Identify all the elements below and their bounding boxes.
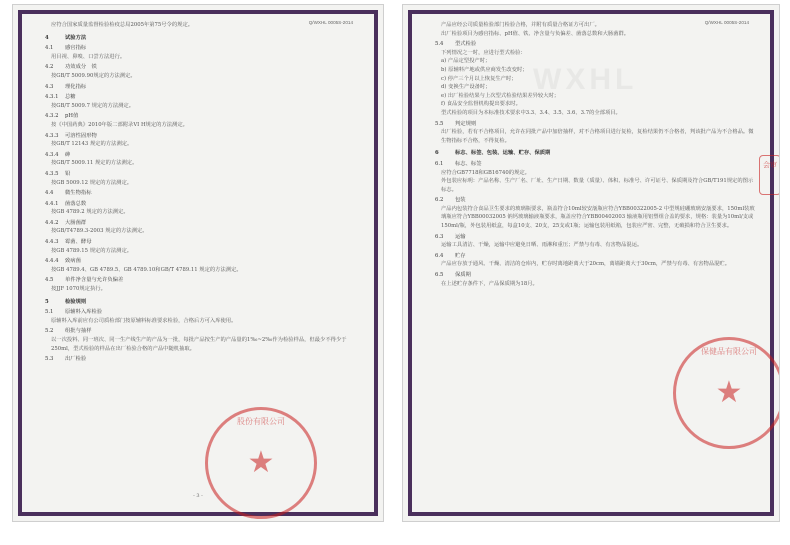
body-text-line: [45, 317, 361, 326]
clause-number: 5.5: [435, 120, 444, 127]
clause-number: 4.3.2: [45, 113, 59, 120]
clause-text: c) 停产三个月以上恢复生产时；: [441, 75, 517, 82]
body-text-line: [435, 109, 757, 118]
subsection-heading: [45, 238, 361, 247]
clause-number: 4.4.3: [45, 239, 59, 246]
clause-number: 6.2: [435, 197, 444, 204]
subsection-heading: [45, 112, 361, 121]
stamp-text: 股份有限公司: [237, 417, 285, 426]
body-text-line: [435, 92, 757, 101]
star-icon: ★: [715, 375, 743, 410]
subsection-heading: [45, 189, 361, 198]
clause-text: 出厂检验，若有不合格项目，允许在同批产品中加倍抽样，对不合格项目进行复检，复检结果仍不合格者，判该批产品为不合格品。微生物指标不合格，不得复检。: [441, 129, 754, 144]
subsection-heading: [45, 83, 361, 92]
clause-text: 出厂检验项目为感官指标、pH值、铁、净含量与负偏差、菌落总数和大肠菌群。: [441, 30, 630, 37]
clause-text: e) 出厂检验结果与上次型式检验结果差异较大时；: [441, 92, 560, 99]
subsection-heading: [45, 276, 361, 285]
clause-text: 以一次投料、同一班次、同一生产线生产的产品为一批，每批产品按生产的产品量的1‰~2‰作为检验样品，但最少不得少于250ml，型式检验的样品在出厂检验合格的产品中随机抽取。: [51, 337, 347, 352]
clause-text: 运输: [455, 233, 466, 240]
body-text-line: [45, 285, 361, 294]
subsection-heading: [45, 257, 361, 266]
clause-text: b) 原辅料产地或供应商发生改变时；: [441, 66, 528, 73]
clause-text: 致病菌: [65, 258, 81, 265]
clause-text: 运输工具清洁、干燥，运输中应避免日晒、雨淋和重压；严禁与有毒、有害物品混运。: [441, 242, 643, 249]
body-text-line: [45, 247, 361, 256]
clause-text: 包装: [455, 197, 466, 204]
clause-text: 单件净含量与允许负偏差: [65, 277, 124, 284]
clause-text: 微生物指标: [65, 190, 92, 197]
subsection-heading: [45, 151, 361, 160]
clause-text: 判定规则: [455, 120, 477, 127]
subsection-heading: [45, 93, 361, 102]
body-text-line: [435, 241, 757, 250]
clause-text: 按GB 4789.4、GB 4789.5、GB 4789.10和GB/T 4789.11 规定的方法测定。: [51, 266, 242, 273]
body-text-line: [435, 169, 757, 178]
clause-text: pH值: [65, 113, 79, 120]
body-text-line: [435, 205, 757, 231]
clause-number: 4.3.5: [45, 170, 59, 177]
clause-number: 6.3: [435, 233, 444, 240]
subsection-heading: [45, 200, 361, 209]
clause-number: 4.4: [45, 190, 54, 197]
clause-text: 外包装应标明：产品名称、生产厂名、厂址、生产日期、数量（质量）、体积、标准号、许可证号、保质期及符合GB/T191规定的图示标志。: [441, 178, 754, 193]
company-seal-stamp: [205, 407, 317, 519]
clause-number: 6.4: [435, 252, 444, 259]
body-text-line: [435, 30, 757, 39]
clause-number: 4.3: [45, 83, 54, 90]
clause-text: 贮存: [455, 252, 466, 259]
clause-number: 5.3: [45, 356, 54, 363]
clause-text: 原辅料入库前应有公司质检部门按原辅料标准要求检验，合格后方可入库使用。: [51, 317, 237, 324]
clause-number: 4.3.1: [45, 94, 59, 101]
clause-text: 标志、标签、包装、运输、贮存、保质期: [455, 150, 551, 157]
body-text-line: [45, 179, 361, 188]
body-text-line: [435, 128, 757, 145]
document-page-left: [12, 4, 384, 522]
clause-text: 按GB 4789.2 规定的方法测定。: [51, 209, 129, 216]
subsection-heading: [45, 44, 361, 53]
body-text-line: [435, 100, 757, 109]
subsection-heading: [45, 327, 361, 336]
clause-number: 5.2: [45, 328, 54, 335]
clause-number: 5.1: [45, 309, 54, 316]
body-text-line: [435, 21, 757, 30]
body-text-line: [45, 140, 361, 149]
body-text-line: [435, 177, 757, 194]
body-text-line: [45, 227, 361, 236]
clause-number: 4.2: [45, 64, 54, 71]
body-text-line: [435, 75, 757, 84]
clause-text: 用目视、鼻嗅、口尝方法进行。: [51, 53, 126, 60]
clause-number: 4.4.4: [45, 258, 59, 265]
clause-text: 按GB/T 12143 规定的方法测定。: [51, 141, 133, 148]
clause-text: 型式检验: [455, 41, 477, 48]
body-text-line: [45, 53, 361, 62]
clause-text: 按《中国药典》2010年版二部附录VI H规定的方法测定。: [51, 121, 188, 128]
subsection-heading: [435, 160, 757, 169]
body-text-line: [45, 102, 361, 111]
clause-text: 应符合GB7718和GB16740的规定。: [441, 169, 530, 176]
subsection-heading: [45, 308, 361, 317]
clause-text: 试验方法: [65, 34, 87, 41]
section-heading: [45, 298, 361, 307]
clause-text: a) 产品定型投产时；: [441, 58, 491, 65]
clause-text: 按GB/T 5009.7 规定的方法测定。: [51, 102, 135, 109]
clause-text: 型式检验的项目为本标准技术要求中3.3、3.4、3.5、3.6、3.7的全部项目。: [441, 109, 621, 116]
section-heading: [435, 149, 757, 158]
body-text-line: [435, 66, 757, 75]
clause-text: 按GB 4789.15 规定的方法测定。: [51, 247, 133, 254]
clause-number: 6.5: [435, 272, 444, 279]
body-text-line: [45, 266, 361, 275]
clause-text: 组批与抽样: [65, 328, 92, 335]
clause-number: 5.4: [435, 41, 444, 48]
body-text-line: [435, 280, 757, 289]
clause-number: 4.3.4: [45, 151, 59, 158]
body-text-line: [45, 336, 361, 353]
body-text-line: [435, 83, 757, 92]
section-heading: [45, 34, 361, 43]
clause-number: 4.5: [45, 277, 54, 284]
body-text-line: [435, 260, 757, 269]
edge-seal-stamp: 会审: [759, 155, 780, 195]
subsection-heading: [45, 170, 361, 179]
clause-text: 按JJF 1070规定执行。: [51, 286, 106, 293]
clause-text: 出厂检验: [65, 356, 87, 363]
clause-text: 大肠菌群: [65, 219, 87, 226]
clause-text: 按GB/T 5009.11 规定的方法测定。: [51, 160, 138, 167]
clause-text: 产品应经公司质量检验部门检验合格，并附有质量合格证方可出厂。: [441, 22, 600, 28]
body-text-line: [435, 49, 757, 58]
subsection-heading: [435, 196, 757, 205]
clause-text: 产品应存放于通风、干燥、清洁的仓库内，贮存时离地距离大于20cm，离墙距离大于30cm，严禁与有毒、有害物品混贮。: [441, 261, 731, 268]
standard-code: Q/WXHL 0005S-2014: [308, 20, 353, 25]
clause-text: 按GB 5009.12 规定的方法测定。: [51, 179, 133, 186]
page-content: [435, 21, 757, 288]
clause-number: 6.1: [435, 160, 444, 167]
body-text-line: [45, 72, 361, 81]
clause-text: 原辅料入库检验: [65, 309, 103, 316]
clause-number: 5: [45, 298, 49, 305]
clause-text: 检验规则: [65, 298, 87, 305]
subsection-heading: [435, 120, 757, 129]
body-text-line: [435, 57, 757, 66]
subsection-heading: [45, 219, 361, 228]
clause-number: 4: [45, 34, 49, 41]
clause-text: 产品内包装符合食品卫生要求的玻璃瓶要求，瓶盖符合10ml较安瓿瓶应符合YBB00322005-2 中型规硅硼玻璃安瓿要求，150ml装玻璃瓶应符合YBB00032005 钠钙玻璃输液瓶要求，瓶盖应符合YBB00402003 输液瓶用铝塑组合盖的要求，规格：装量为10ml/支或150ml/瓶，外包装用纸盒，每盒10支、20支，25支或1瓶；运输包装用纸箱，包装应严密、完整，无破损和符合卫生要求。: [441, 205, 755, 230]
subsection-heading: [45, 132, 361, 141]
clause-number: 4.3.3: [45, 132, 59, 139]
clause-text: d) 变换生产设备时；: [441, 84, 491, 91]
clause-text: 菌落总数: [65, 200, 87, 207]
body-text-line: [45, 21, 361, 30]
watermark: WXHL: [533, 63, 638, 96]
page-content: [45, 21, 361, 364]
clause-text: 保质期: [455, 272, 471, 279]
clause-text: 铅: [65, 170, 71, 177]
standard-code: Q/WXHL 0005S-2014: [704, 20, 749, 25]
clause-text: 按GB/T4789.3-2003 规定的方法测定。: [51, 228, 148, 235]
stamp-text: 保健品有限公司: [701, 347, 757, 356]
clause-text: 理化指标: [65, 83, 87, 90]
clause-text: 应符合国家质量监督检验检疫总局2005年第75号令的规定。: [51, 22, 194, 28]
subsection-heading: [45, 63, 361, 72]
clause-number: 6: [435, 150, 439, 157]
star-icon: ★: [247, 445, 275, 480]
subsection-heading: [435, 252, 757, 261]
body-text-line: [45, 159, 361, 168]
clause-text: 霉菌、酵母: [65, 239, 92, 246]
subsection-heading: [435, 233, 757, 242]
body-text-line: [45, 121, 361, 130]
clause-text: 砷: [65, 151, 71, 158]
clause-text: 按GB/T 5009.90规定的方法测定。: [51, 72, 136, 79]
clause-text: 下列情况之一时，应进行型式检验：: [441, 49, 526, 56]
clause-text: 标志、标签: [455, 160, 482, 167]
clause-text: 功效成分 铁: [65, 64, 97, 71]
clause-number: 4.4.2: [45, 219, 59, 226]
company-seal-stamp: [673, 337, 780, 449]
page-number: - 3 -: [193, 493, 203, 499]
clause-text: 总糖: [65, 94, 76, 101]
document-page-right: [402, 4, 780, 522]
subsection-heading: [45, 355, 361, 364]
clause-number: 4.4.1: [45, 200, 59, 207]
clause-number: 4.1: [45, 45, 54, 52]
subsection-heading: [435, 40, 757, 49]
clause-text: 可溶性固形物: [65, 132, 97, 139]
body-text-line: [45, 208, 361, 217]
clause-text: 在上述贮存条件下，产品保质期为18月。: [441, 280, 538, 287]
subsection-heading: [435, 271, 757, 280]
clause-text: 感官指标: [65, 45, 87, 52]
clause-text: f) 食品安全监督机构提出要求时。: [441, 101, 521, 108]
